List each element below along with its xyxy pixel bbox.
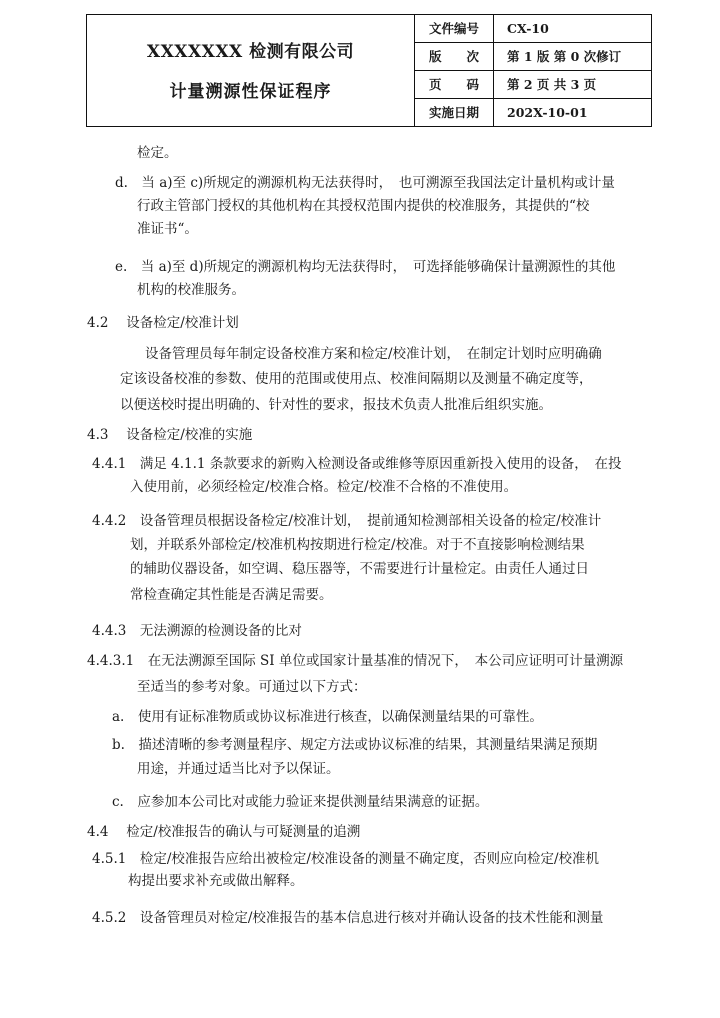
list-item-b: b. 描述清晰的参考测量程序、规定方法或协议标准的结果，其测量结果满足预期 (112, 737, 598, 753)
clause-4-5-1: 4.5.1 检定/校准报告应给出被检定/校准设备的测量不确定度，否则应向检定/校准机 (92, 851, 599, 867)
clause-4-4-1: 4.4.1 满足 4.1.1 条款要求的新购入检测设备或维修等原因重新投入使用的设备， 在投 (92, 456, 622, 472)
list-item-c: c. 应参加本公司比对或能力验证来提供测量结果满意的证据。 (112, 794, 489, 810)
header-row-version (415, 43, 651, 71)
procedure-title: 计量溯源性保证程序 (169, 82, 332, 102)
header-key: 版 次 (415, 43, 494, 70)
header-row-effective-date (415, 99, 651, 127)
text-line: 定该设备校准的参数、使用的范围或使用点、校准间隔期以及测量不确定度等， (120, 371, 593, 387)
text-line: 划，并联系外部检定/校准机构按期进行检定/校准。对于不直接影响检测结果 (130, 537, 585, 553)
header-key: 页 码 (415, 71, 494, 98)
text-line: 以便送校时提出明确的、针对性的要求，报技术负责人批准后组织实施。 (120, 397, 552, 413)
text-line: 入使用前，必须经检定/校准合格。检定/校准不合格的不准使用。 (130, 479, 518, 495)
text-line: 检定。 (137, 145, 178, 161)
section-heading-4-3: 4.3 设备检定/校准的实施 (87, 427, 253, 443)
section-heading-4-4: 4.4 检定/校准报告的确认与可疑测量的追溯 (87, 824, 361, 840)
header-value: 202X-10-01 (507, 105, 588, 120)
text-line: 常检查确定其性能是否满足需要。 (130, 587, 333, 603)
header-key: 实施日期 (415, 99, 494, 127)
text-line: 的辅助仪器设备，如空调、稳压器等，不需要进行计量检定。由责任人通过日 (130, 561, 589, 577)
section-heading-4-2: 4.2 设备检定/校准计划 (87, 315, 239, 331)
header-value: 第 2 页 共 3 页 (507, 77, 597, 92)
text-line: 准证书“。 (137, 221, 198, 237)
document-header-table (86, 14, 652, 127)
list-item-d: d. 当 a)至 c)所规定的溯源机构无法获得时， 也可溯源至我国法定计量机构或计量 (115, 175, 615, 191)
list-item-e: e. 当 a)至 d)所规定的溯源机构均无法获得时， 可选择能够确保计量溯源性的其他 (115, 259, 616, 275)
text-line: 行政主管部门授权的其他机构在其授权范围内提供的校准服务，其提供的“校 (137, 198, 590, 214)
clause-4-4-2: 4.4.2 设备管理员根据设备检定/校准计划， 提前通知检测部相关设备的检定/校准计 (92, 513, 602, 529)
clause-4-4-3: 4.4.3 无法溯源的检测设备的比对 (92, 623, 302, 639)
text-line: 构提出要求补充或做出解释。 (128, 873, 304, 889)
text-line: 机构的校准服务。 (137, 282, 245, 298)
company-name: XXXXXXX 检测有限公司 (146, 42, 355, 62)
list-item-a: a. 使用有证标准物质或协议标准进行核查，以确保测量结果的可靠性。 (112, 709, 543, 725)
header-value: 第 1 版 第 0 次修订 (507, 49, 622, 64)
clause-4-5-2: 4.5.2 设备管理员对检定/校准报告的基本信息进行核对并确认设备的技术性能和测量 (92, 910, 604, 926)
header-key: 文件编号 (415, 15, 494, 42)
header-row-page (415, 71, 651, 99)
text-line: 设备管理员每年制定设备校准方案和检定/校准计划， 在制定计划时应明确确 (145, 346, 602, 362)
header-value: CX-10 (507, 21, 549, 36)
text-line: 至适当的参考对象。可通过以下方式： (137, 679, 367, 695)
text-line: 用途，并通过适当比对予以保证。 (137, 761, 340, 777)
header-title-cell (87, 15, 415, 126)
header-row-doc-number (415, 15, 651, 43)
clause-4-4-3-1: 4.4.3.1 在无法溯源至国际 SI 单位或国家计量基准的情况下， 本公司应证明可计量溯源 (87, 653, 624, 669)
